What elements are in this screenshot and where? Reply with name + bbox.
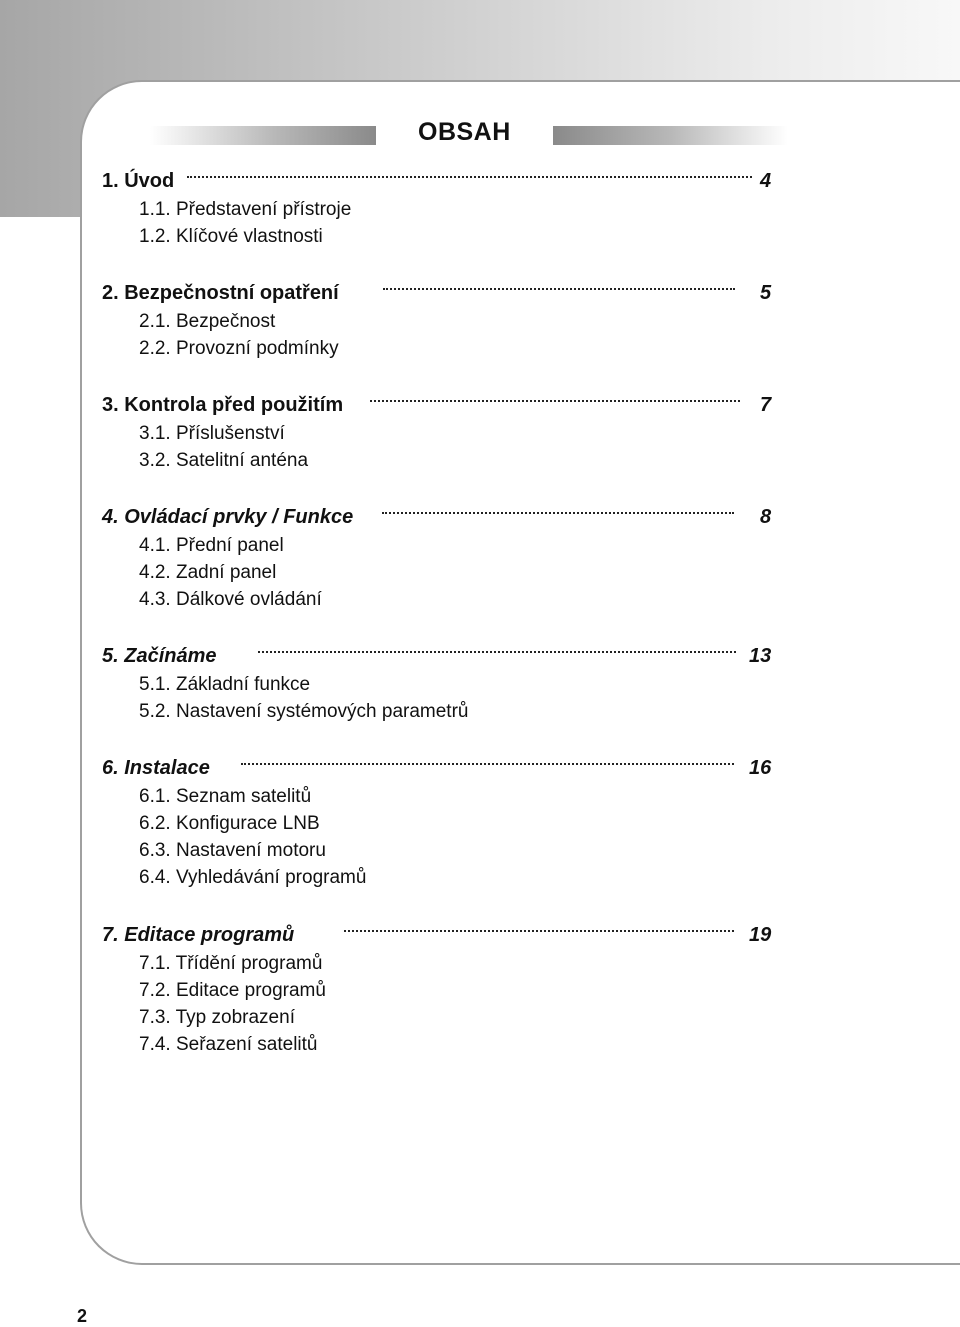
section-page: 7 xyxy=(760,394,772,416)
toc-item[interactable]: 2.1. Bezpečnost xyxy=(139,311,276,332)
toc-item[interactable]: 6.3. Nastavení motoru xyxy=(139,840,326,861)
toc-item[interactable]: 5.1. Základní funkce xyxy=(139,674,311,695)
section-title: 4. Ovládací prvky / Funkce xyxy=(102,506,354,528)
toc-item[interactable]: 2.2. Provozní podmínky xyxy=(139,338,339,359)
content-panel xyxy=(80,80,960,1265)
section-page: 19 xyxy=(749,924,772,946)
section-title: 5. Začínáme xyxy=(102,645,217,667)
title-bar-left xyxy=(150,126,376,145)
dot-leader xyxy=(383,288,735,290)
dot-leader xyxy=(241,763,734,765)
section-page: 16 xyxy=(749,757,772,779)
dot-leader xyxy=(382,512,734,514)
toc-item[interactable]: 6.1. Seznam satelitů xyxy=(139,786,312,807)
toc-item[interactable]: 7.1. Třídění programů xyxy=(139,953,323,974)
section-page: 13 xyxy=(749,645,772,667)
toc-item[interactable]: 6.2. Konfigurace LNB xyxy=(139,813,320,834)
section-title: 7. Editace programů xyxy=(102,924,295,946)
section-page: 5 xyxy=(760,282,772,304)
toc-item[interactable]: 4.3. Dálkové ovládání xyxy=(139,589,322,610)
page-number: 2 xyxy=(77,1306,88,1326)
toc-item[interactable]: 3.2. Satelitní anténa xyxy=(139,450,309,471)
section-title: 2. Bezpečnostní opatření xyxy=(102,282,339,304)
toc-item[interactable]: 7.2. Editace programů xyxy=(139,980,326,1001)
dot-leader xyxy=(370,400,740,402)
section-title: 6. Instalace xyxy=(102,757,210,779)
toc-item[interactable]: 1.1. Představení přístroje xyxy=(139,199,352,220)
toc-item[interactable]: 5.2. Nastavení systémových parametrů xyxy=(139,701,469,722)
toc-item[interactable]: 4.2. Zadní panel xyxy=(139,562,277,583)
dot-leader xyxy=(187,176,752,178)
toc-item[interactable]: 7.4. Seřazení satelitů xyxy=(139,1034,318,1055)
toc-item[interactable]: 3.1. Příslušenství xyxy=(139,423,285,444)
section-page: 8 xyxy=(760,506,772,528)
section-title: 1. Úvod xyxy=(102,170,175,192)
dot-leader xyxy=(344,930,734,932)
toc-item[interactable]: 4.1. Přední panel xyxy=(139,535,284,556)
title-bar-right xyxy=(553,126,788,145)
dot-leader xyxy=(258,651,736,653)
toc-item[interactable]: 6.4. Vyhledávání programů xyxy=(139,867,367,888)
page-title: OBSAH xyxy=(418,118,511,146)
section-title: 3. Kontrola před použitím xyxy=(102,394,344,416)
section-page: 4 xyxy=(760,170,772,192)
toc-item[interactable]: 7.3. Typ zobrazení xyxy=(139,1007,295,1028)
toc-item[interactable]: 1.2. Klíčové vlastnosti xyxy=(139,226,323,247)
